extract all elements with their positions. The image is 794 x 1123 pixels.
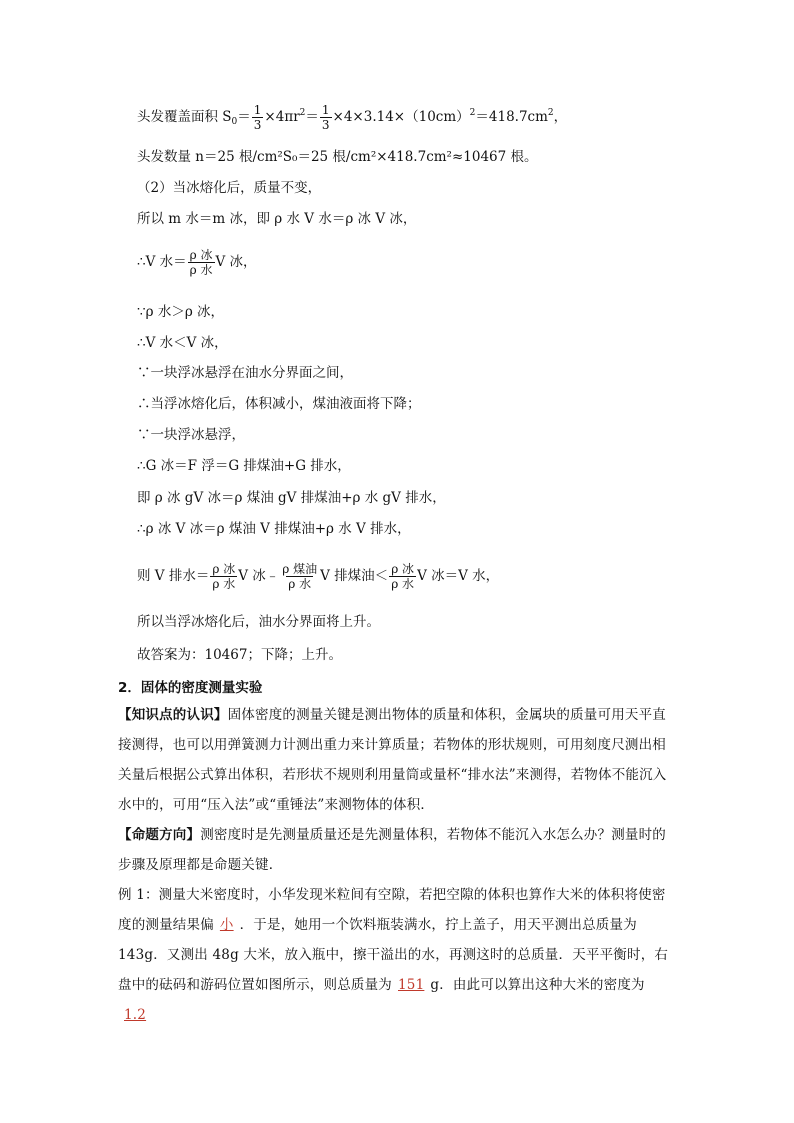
- fraction-1: [210, 562, 237, 591]
- denominator: 3: [321, 118, 330, 132]
- expr: ×4πr: [264, 109, 300, 125]
- hair-area-line: [137, 103, 567, 132]
- example-paragraph: [118, 880, 678, 1023]
- answer-blank-2: 151: [398, 977, 425, 993]
- example-text-1: 例 1：测量大米密度时，小华发现米粒间有空隙，若把空隙的体积也算作大米的体积将使密度的测量结果偏: [118, 887, 666, 933]
- mass-line: 所以 m 水＝m 冰，即 ρ 水 V 水＝ρ 冰 V 冰，: [137, 211, 417, 227]
- numerator: ρ 冰: [212, 562, 236, 576]
- knowledge-text: 固体密度的测量关键是测出物体的质量和体积，金属块的质量可用天平直接测得，也可以用弹簧测力计测出重力来计算质量；若物体的形状规则，可用刻度尺测出相关量后根据公式算出体积，若形状不规则利用量筒或量杯“排水法”来测得，若物体不能沉入水中的，可用“压入法”或“重锤法”来测物体的体积．: [118, 707, 667, 813]
- equals: ＝: [237, 109, 251, 125]
- equals: ＝: [305, 109, 319, 125]
- expr: V 冰，: [215, 254, 257, 270]
- float-between-line: ∵一块浮冰悬浮在油水分界面之间，: [137, 365, 353, 381]
- numerator: 1: [321, 103, 330, 117]
- when-melt-line: ∴当浮冰熔化后，体积减小，煤油液面将下降；: [137, 396, 421, 412]
- numerator: ρ 冰: [391, 562, 415, 576]
- suspended-line: ∵一块浮冰悬浮，: [137, 427, 245, 443]
- section-heading: 2．固体的密度测量实验: [118, 680, 263, 696]
- expr: ×4×3.14×（10cm）: [332, 109, 470, 125]
- result: ＝418.7cm: [475, 109, 548, 125]
- knowledge-tag: 【知识点的认识】: [118, 707, 228, 723]
- fraction-one-third: [252, 103, 264, 132]
- answer-line: 故答案为：10467；下降；上升。: [137, 647, 342, 663]
- subscript: 0: [231, 117, 238, 127]
- superscript: 2: [547, 108, 554, 118]
- denominator: ρ 水: [391, 577, 415, 591]
- numerator: ρ 冰: [189, 248, 213, 262]
- superscript: 2: [469, 108, 476, 118]
- comma: ，: [553, 109, 568, 125]
- fraction-one-third-2: [320, 103, 332, 132]
- denominator: ρ 水: [288, 577, 312, 591]
- rho-eq-line: ∴ρ 冰 V 冰＝ρ 煤油 V 排煤油+ρ 水 V 排水，: [137, 521, 411, 537]
- numerator: ρ 煤油: [282, 562, 318, 576]
- knowledge-paragraph: [118, 700, 678, 820]
- denominator: ρ 水: [212, 577, 236, 591]
- example-text-2: ．于是，她用一个饮料瓶装满水，拧上盖子，用天平测出总质量为 143g．又测出 48g 大米，放入瓶中，擦干溢出的水，再测这时的总质量．天平平衡时，右盘中的砝码和游码位置如图所示，则总质量为: [118, 917, 669, 993]
- fraction-rho: [188, 248, 215, 277]
- example-text-3: g．由此可以算出这种大米的密度为: [430, 977, 645, 993]
- v-displaced-line: [137, 562, 499, 591]
- hair-area-label: 头发覆盖面积 S: [137, 109, 232, 125]
- direction-paragraph: [118, 820, 678, 880]
- rho-compare-line: ∵ρ 水＞ρ 冰，: [137, 304, 225, 320]
- numerator: 1: [253, 103, 262, 117]
- v-compare-line: ∴V 水＜V 冰，: [137, 335, 228, 351]
- answer-blank-1: 小: [219, 917, 234, 933]
- denominator: ρ 水: [189, 263, 213, 277]
- hair-count-line: 头发数量 n＝25 根/cm²S₀＝25 根/cm²×418.7cm²≈10467 根。: [137, 149, 538, 165]
- expr: 则 V 排水＝: [137, 568, 210, 584]
- g-balance-line: ∴G 冰＝F 浮＝G 排煤油+G 排水，: [137, 458, 351, 474]
- fraction-3: [389, 562, 416, 591]
- conclusion-line: 所以当浮冰熔化后，油水分界面将上升。: [137, 614, 380, 630]
- expr: V 排煤油＜: [320, 568, 389, 584]
- direction-tag: 【命题方向】: [118, 827, 201, 843]
- superscript: 2: [299, 108, 306, 118]
- answer-blank-3: 1.2: [124, 1007, 147, 1023]
- v-water-line: [137, 248, 257, 277]
- expr: ∴V 水＝: [137, 254, 187, 270]
- denominator: 3: [253, 118, 262, 132]
- rho-g-line: 即 ρ 冰 gV 冰＝ρ 煤油 gV 排煤油+ρ 水 gV 排水，: [137, 490, 446, 506]
- direction-text: 测密度时是先测量质量还是先测量体积，若物体不能沉入水怎么办？测量时的步骤及原理都是命题关键．: [118, 827, 667, 873]
- fraction-2: [280, 562, 319, 591]
- expr: V 冰﹣: [238, 568, 280, 584]
- expr: V 冰＝V 水，: [417, 568, 500, 584]
- part2-line: （2）当冰熔化后，质量不变，: [137, 180, 322, 196]
